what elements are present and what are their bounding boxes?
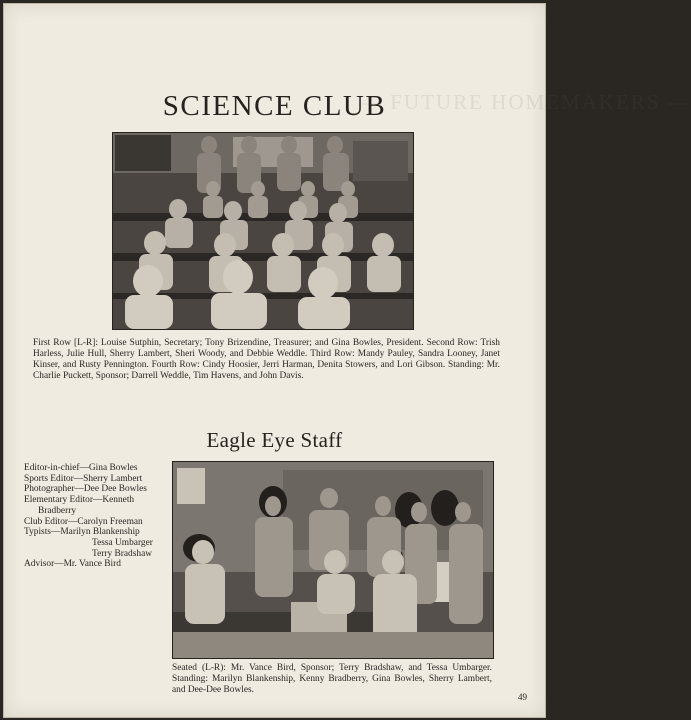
science-club-photo — [112, 132, 414, 330]
staff-list-item: Elementary Editor—Kenneth Bradberry — [24, 495, 135, 516]
staff-list-item: Sports Editor—Sherry Lambert — [24, 473, 143, 484]
eagle-eye-staff-photo — [172, 461, 494, 659]
bleed-through-text: — FUTURE HOMEMAKERS — — [360, 90, 691, 114]
yearbook-page — [3, 3, 691, 718]
page-number: 49 — [518, 692, 527, 702]
eagle-eye-staff-title: Eagle Eye Staff — [206, 428, 343, 452]
staff-list-item: Advisor—Mr. Vance Bird — [24, 559, 121, 570]
eagle-eye-staff-caption: Seated (L-R): Mr. Vance Bird, Sponsor; Terry Bradshaw, and Tessa Umbarger. Standing: Marilyn Blankenship, Kenny Bradberry, Gina Bowles, Sherry Lambert, and Dee-Dee Bowles. — [172, 663, 492, 695]
staff-list-item: Editor-in-chief—Gina Bowles — [24, 463, 138, 473]
science-club-title: SCIENCE CLUB — [162, 90, 387, 122]
staff-list-item: Photographer—Dee Dee Bowles — [24, 484, 147, 495]
eagle-eye-staff-list — [24, 463, 174, 570]
science-club-caption: First Row [L-R]: Louise Sutphin, Secretary; Tony Brizendine, Treasurer; and Gina Bowles, President. Second Row: Trish Harless, Julie Hull, Sherry Lambert, Sheri Woody, and Debbie Weddle. Third Row: Mandy Pauley, Sandra Looney, Janet Kinser, and Rusty Pennington. Fourth Row: Cindy Hoosier, Jerri Harman, Denita Stowers, and Lori Gibson. Standing: Mr. Charlie Puckett, Sponsor; Darrell Weddle, Tim Havens, and John Davis. — [33, 338, 500, 381]
staff-list-item: Club Editor—Carolyn Freeman — [24, 516, 143, 527]
staff-list-item: Typists—Marilyn Blankenship — [24, 527, 140, 538]
staff-list-item: Terry Bradshaw — [92, 548, 152, 559]
staff-list-item: Tessa Umbarger — [92, 537, 153, 548]
